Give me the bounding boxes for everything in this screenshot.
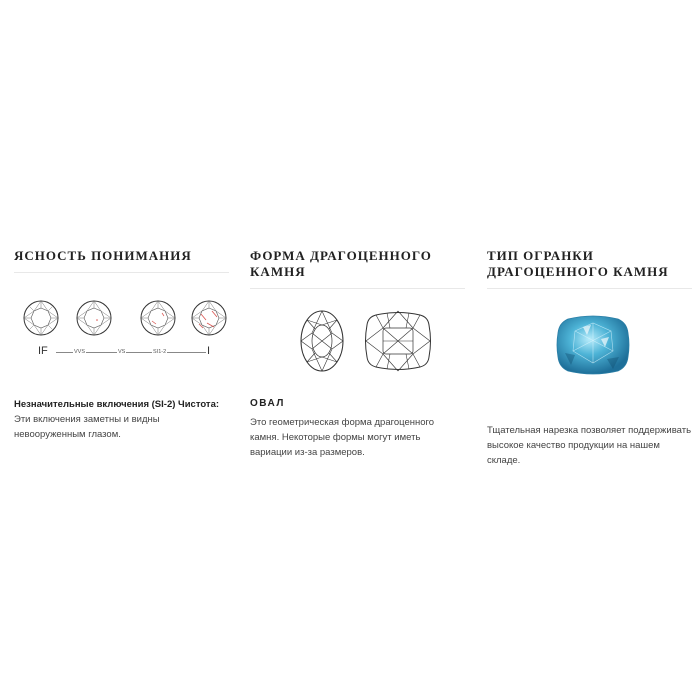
- clarity-heading: ЯСНОСТЬ ПОНИМАНИЯ: [14, 248, 192, 263]
- gem-image: [487, 303, 692, 387]
- shape-diagrams: [250, 309, 465, 373]
- clarity-desc-text: Эти включения заметны и видны невооруженным глазом.: [14, 414, 160, 440]
- scale-end-label: I: [207, 345, 211, 357]
- diamond-vvs-icon: [77, 301, 111, 335]
- diamond-i-icon: [192, 301, 226, 335]
- diamond-if-icon: [24, 301, 58, 335]
- oval-shape-icon: [301, 311, 343, 371]
- shape-panel: [250, 248, 465, 460]
- cut-divider: [487, 288, 692, 289]
- clarity-desc-bold: Незначительные включения (SI-2) Чистота:: [14, 399, 220, 410]
- clarity-divider: [14, 272, 229, 273]
- cut-panel: [487, 248, 692, 468]
- clarity-stones-icon: [14, 291, 229, 347]
- cushion-shape-icon: [366, 311, 431, 371]
- shape-divider: [250, 288, 465, 289]
- diamond-si-icon: [141, 301, 175, 335]
- cut-description: Тщательная нарезка позволяет поддерживать высокое качество продукции на нашем складе.: [487, 425, 692, 466]
- shape-title: ОВАЛ: [250, 398, 285, 409]
- shape-heading: ФОРМА ДРАГОЦЕННОГО КАМНЯ: [250, 248, 432, 279]
- clarity-description: [14, 397, 229, 442]
- blue-gemstone-icon: [487, 303, 692, 387]
- clarity-diagram: [14, 291, 229, 361]
- clarity-panel: [14, 248, 229, 442]
- scale-mark-vvs: VVS: [74, 349, 86, 355]
- scale-mark-vs: VS: [118, 349, 126, 355]
- clarity-scale: [14, 345, 214, 362]
- cut-heading: ТИП ОГРАНКИ ДРАГОЦЕННОГО КАМНЯ: [487, 248, 669, 279]
- shape-icons: [250, 309, 465, 373]
- scale-mark-si: SI1-2: [153, 349, 167, 355]
- scale-start-label: IF: [38, 345, 48, 357]
- shape-description: Это геометрическая форма драгоценного камня. Некоторые формы могут иметь вариации из-за размеров.: [250, 417, 435, 458]
